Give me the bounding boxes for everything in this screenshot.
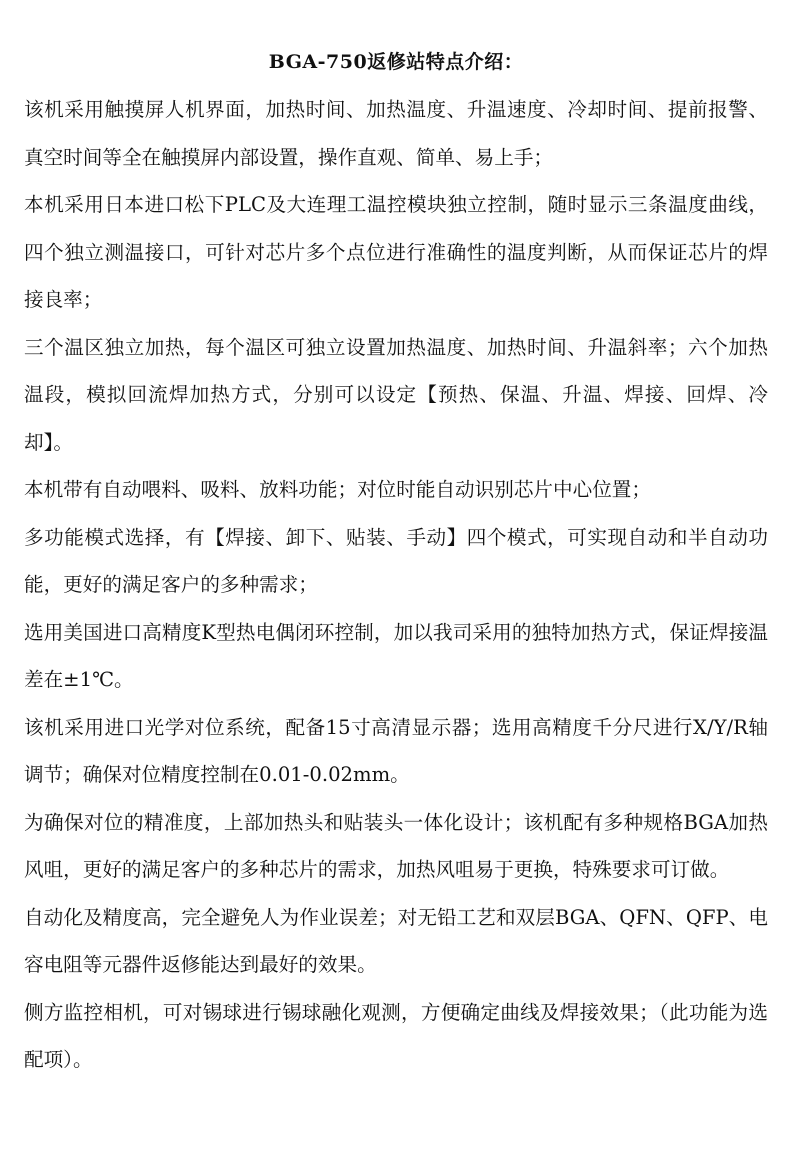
paragraph-automation: 自动化及精度高，完全避免人为作业误差；对无铅工艺和双层BGA、QFN、QFP、电容电阻等元器件返修能达到最好的效果。 [24,905,768,976]
paragraph-thermocouple: 选用美国进口高精度K型热电偶闭环控制，加以我司采用的独特加热方式，保证焊接温差在±1℃。 [24,620,768,691]
paragraph-auto-feeding: 本机带有自动喂料、吸料、放料功能；对位时能自动识别芯片中心位置； [24,478,651,501]
paragraph-plc-control: 本机采用日本进口松下PLC及大连理工温控模块独立控制，随时显示三条温度曲线，四个独立测温接口，可针对芯片多个点位进行准确性的温度判断，从而保证芯片的焊接良率； [24,193,768,311]
paragraph-side-camera: 侧方监控相机，可对锡球进行锡球融化观测，方便确定曲线及焊接效果；（此功能为选配项）。 [24,1000,768,1071]
paragraph-nozzles: 为确保对位的精准度，上部加热头和贴装头一体化设计；该机配有多种规格BGA加热风咀，更好的满足客户的多种芯片的需求，加热风咀易于更换，特殊要求可订做。 [24,810,768,881]
document-title: BGA-750返修站特点介绍： [268,51,524,73]
paragraph-heating-zones: 三个温区独立加热，每个温区可独立设置加热温度、加热时间、升温斜率；六个加热温段，模拟回流焊加热方式，分别可以设定【预热、保温、升温、焊接、回焊、冷却】。 [24,335,768,454]
paragraph-optical-alignment: 该机采用进口光学对位系统，配备15寸高清显示器；选用高精度千分尺进行X/Y/R轴调节；确保对位精度控制在0.01-0.02mm。 [24,715,768,786]
paragraph-touchscreen: 该机采用触摸屏人机界面，加热时间、加热温度、升温速度、冷却时间、提前报警、真空时间等全在触摸屏内部设置，操作直观、简单、易上手； [24,98,768,169]
paragraph-mode-selection: 多功能模式选择，有【焊接、卸下、贴装、手动】四个模式，可实现自动和半自动功能，更好的满足客户的多种需求； [24,525,768,596]
